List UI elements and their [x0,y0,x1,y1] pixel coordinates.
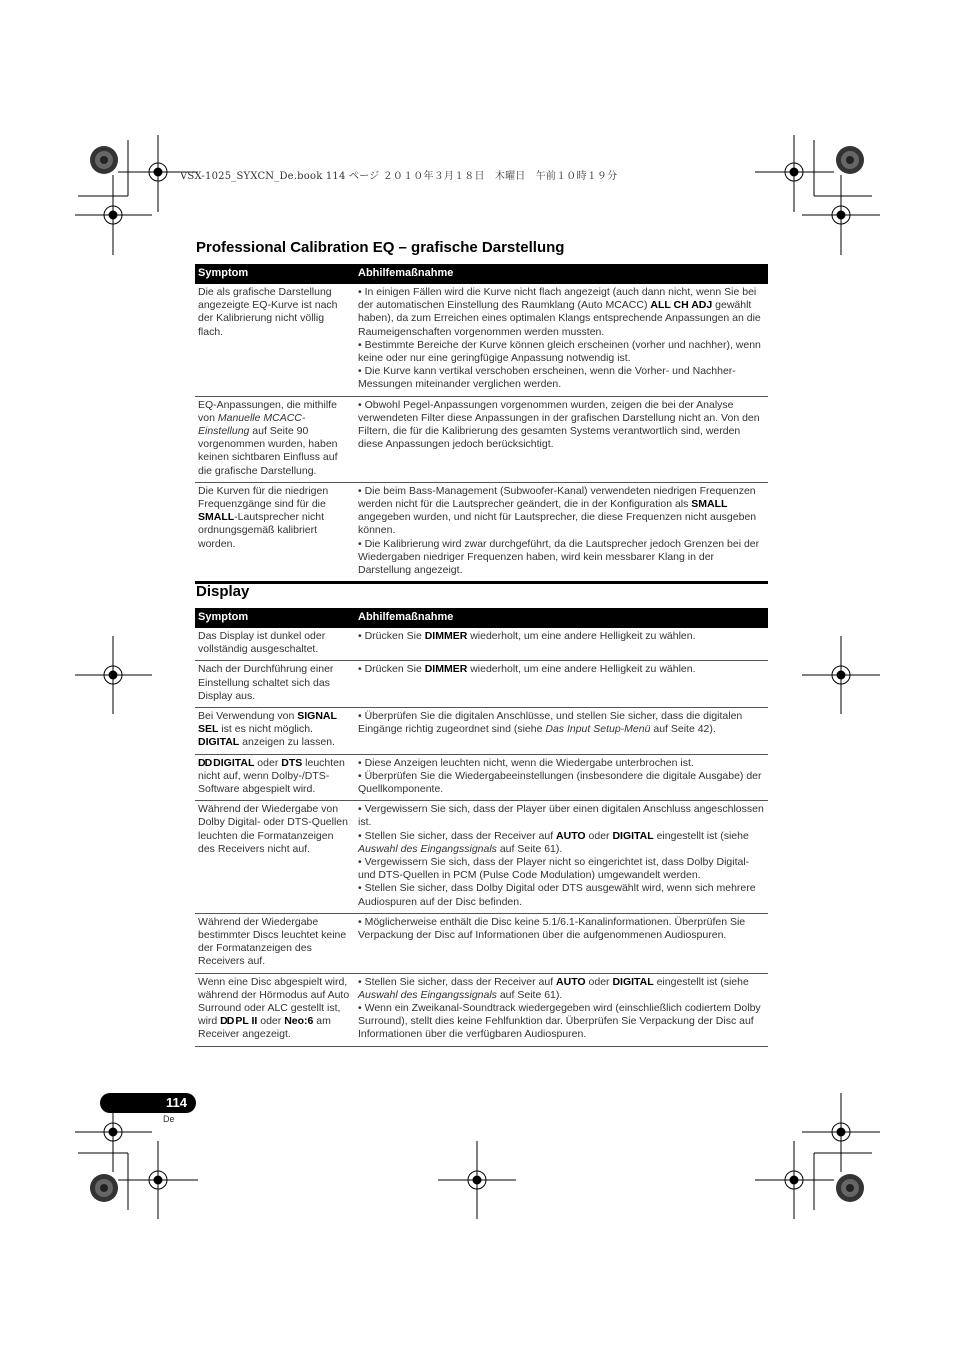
dolby-logo-icon: DD [220,1015,234,1028]
remedy-cell: • Obwohl Pegel-Anpassungen vorgenommen wurden, zeigen die bei der Analyse verwendeten Filter diese Anpassungen in der grafischen Darstellung nicht an. Von den Filtern, die für die Kalibrierung des gesamten Systems verantwortlich sind, werden diese Anpassungen jedoch berücksichtigt. [355,396,768,482]
page-number-tab [100,1093,196,1113]
remedy-cell: • Drücken Sie DIMMER wiederholt, um eine andere Helligkeit zu wählen. [355,661,768,708]
remedy-cell: • Diese Anzeigen leuchten nicht, wenn die Wiedergabe unterbrochen ist. • Überprüfen Sie die Wiedergabeeinstellungen (insbesondere die digitale Ausgabe) der Quellkomponente. [355,754,768,801]
page-number: 114 [166,1095,187,1110]
dolby-logo-icon: DD [198,756,212,769]
table-row [195,801,768,914]
remedy-cell: • In einigen Fällen wird die Kurve nicht flach angezeigt (auch dann nicht, wenn Sie bei der automatischen Einstellung des Raumklang (Auto MCACC) ALL CH ADJ gewählt haben), da zum Erreichen eines optimalen Klangs entsprechende Anpassungen an die Raumeigenschaften vorgenommen werden mussten. • Bestimmte Bereiche der Kurve können gleich erscheinen (vorher und nachher), wenn keine oder nur eine geringfügige Anpassung notwendig ist. • Die Kurve kann vertikal verschoben erscheinen, wenn die Vorher- und Nachher-Messungen miteinander verglichen werden. [355,284,768,396]
symptom-cell: EQ-Anpassungen, die mithilfe von Manuelle MCACC-Einstellung auf Seite 90 vorgenommen wurden, haben keinen sichtbaren Einfluss auf die grafische Darstellung. [195,396,355,482]
symptom-cell: Während der Wiedergabe von Dolby Digital- oder DTS-Quellen leuchten die Formatanzeigen des Receivers nicht auf. [195,801,355,914]
table-header [195,264,768,284]
table-header [195,608,768,628]
col-symptom: Symptom [195,264,355,284]
symptom-cell: Das Display ist dunkel oder vollständig ausgeschaltet. [195,628,355,661]
display-troubleshooting-table [195,608,768,1047]
symptom-cell: DD DIGITAL oder DTS leuchten nicht auf, wenn Dolby-/DTS-Software abgespielt wird. [195,754,355,801]
col-remedy: Abhilfemaßnahme [355,608,768,628]
remedy-cell: • Vergewissern Sie sich, dass der Player über einen digitalen Anschluss angeschlossen ist. • Stellen Sie sicher, dass der Receiver auf AUTO oder DIGITAL eingestellt ist (siehe Auswahl des Eingangssignals auf Seite 61). • Vergewissern Sie sich, dass der Player nicht so eingerichtet ist, dass Dolby Digital- und DTS-Quellen in PCM (Pulse Code Modulation) umgewandelt werden. • Stellen Sie sicher, dass Dolby Digital oder DTS ausgewählt wird, wenn sich mehrere Audiospuren auf der Disc befinden. [355,801,768,914]
symptom-cell: Bei Verwendung von SIGNAL SEL ist es nicht möglich. DIGITAL anzeigen zu lassen. [195,708,355,755]
table-row [195,396,768,482]
col-remedy: Abhilfemaßnahme [355,264,768,284]
table-row [195,913,768,973]
symptom-cell: Die Kurven für die niedrigen Frequenzgänge sind für die SMALL-Lautsprecher nicht ordnungsgemäß kalibriert worden. [195,482,355,582]
table-row [195,973,768,1046]
table-row [195,284,768,396]
section-title-display: Display [196,583,250,600]
symptom-cell: Während der Wiedergabe bestimmter Discs leuchtet keine der Formatanzeigen des Receivers auf. [195,913,355,973]
remedy-cell: • Die beim Bass-Management (Subwoofer-Kanal) verwendeten niedrigen Frequenzen werden nicht für die Lautsprecher geändert, die in der Konfiguration als SMALL angegeben wurden, und nicht für Lautsprecher, die diese Frequenzen nicht ausgeben können. • Die Kalibrierung wird zwar durchgeführt, da die Lautsprecher jedoch Grenzen bei der Wiedergaben niedriger Frequenzen haben, wird kein messbarer Klang in der Darstellung angezeigt. [355,482,768,582]
table-row [195,661,768,708]
symptom-cell: Die als grafische Darstellung angezeigte EQ-Kurve ist nach der Kalibrierung nicht völlig flach. [195,284,355,396]
section-title-eq: Professional Calibration EQ – grafische Darstellung [196,239,565,256]
book-header-line: VSX-1025_SYXCN_De.book 114 ページ ２０１０年３月１８日 木曜日 午前１０時１９分 [180,171,618,182]
table-row [195,482,768,582]
table-row [195,628,768,661]
table-row [195,708,768,755]
remedy-cell: • Überprüfen Sie die digitalen Anschlüsse, und stellen Sie sicher, dass die digitalen Eingänge richtig zugeordnet sind (siehe Das Input Setup-Menü auf Seite 42). [355,708,768,755]
symptom-cell: Nach der Durchführung einer Einstellung schaltet sich das Display aus. [195,661,355,708]
table-row [195,754,768,801]
remedy-cell: • Möglicherweise enthält die Disc keine 5.1/6.1-Kanalinformationen. Überprüfen Sie Verpackung der Disc auf Informationen über die aufgenommenen Audiospuren. [355,913,768,973]
eq-troubleshooting-table [195,264,768,584]
remedy-cell: • Drücken Sie DIMMER wiederholt, um eine andere Helligkeit zu wählen. [355,628,768,661]
page-language: De [163,1114,175,1124]
symptom-cell: Wenn eine Disc abgespielt wird, während der Hörmodus auf Auto Surround oder ALC gestellt ist, wird DD PL II oder Neo:6 am Receiver angezeigt. [195,973,355,1046]
remedy-cell: • Stellen Sie sicher, dass der Receiver auf AUTO oder DIGITAL eingestellt ist (siehe Auswahl des Eingangssignals auf Seite 61). • Wenn ein Zweikanal-Soundtrack wiedergegeben wird (einschließlich codiertem Dolby Surround), stellt dies keine Fehlfunktion dar. Überprüfen Sie Verpackung der Disc auf Informationen über die verfügbaren Audiospuren. [355,973,768,1046]
col-symptom: Symptom [195,608,355,628]
